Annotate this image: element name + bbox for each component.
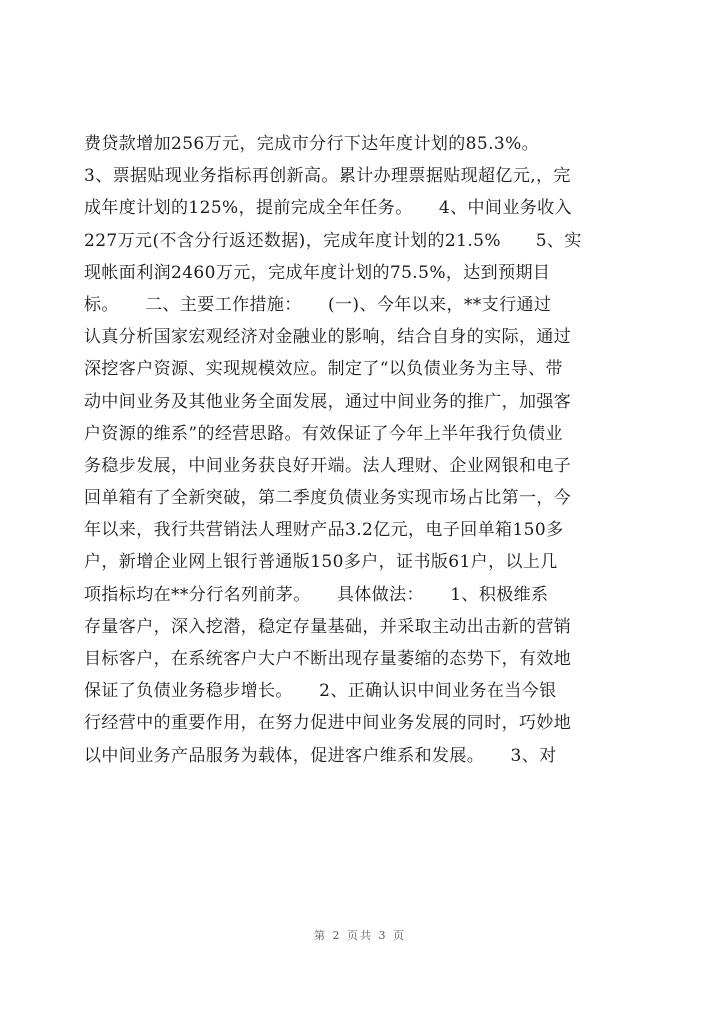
text-line: 户，新增企业网上银行普通版150多户，证书版61户，以上几 [84, 552, 558, 573]
text-line: 回单箱有了全新突破，第二季度负债业务实现市场占比第一，今 [84, 488, 572, 509]
text-line: 动中间业务及其他业务全面发展，通过中间业务的推广，加强客 [84, 391, 572, 412]
text-line: 务稳步发展，中间业务获良好开端。法人理财、企业网银和电子 [84, 455, 572, 476]
text-line: 存量客户，深入挖潜，稳定存量基础，并采取主动出击新的营销 [84, 616, 572, 637]
text-line: 227万元(不含分行返还数据)，完成年度计划的21.5% 5、实 [84, 230, 582, 251]
text-line: 保证了负债业务稳步增长。 2、正确认识中间业务在当今银 [84, 681, 557, 702]
text-line: 行经营中的重要作用，在努力促进中间业务发展的同时，巧妙地 [84, 713, 572, 734]
text-line: 标。 二、主要工作措施： (一)、今年以来，**支行通过 [84, 294, 552, 315]
text-line: 目标客户，在系统客户大户不断出现存量萎缩的态势下，有效地 [84, 649, 572, 669]
text-line: 年以来，我行共营销法人理财产品3.2亿元，电子回单箱150多 [84, 520, 564, 541]
body-text [84, 128, 644, 772]
text-line: 成年度计划的125%，提前完成全年任务。 4、中间业务收入 [84, 198, 572, 219]
text-line: 以中间业务产品服务为载体，促进客户维系和发展。 3、对 [84, 745, 557, 766]
text-line: 项指标均在**分行名列前茅。 具体做法： 1、积极维系 [84, 584, 549, 605]
text-line: 3、票据贴现业务指标再创新高。累计办理票据贴现超亿元,，完 [84, 166, 571, 187]
page-number-footer: 第 2 页共 3 页 [314, 929, 406, 942]
text-line: 深挖客户资源、实现规模效应。制定了“以负债业务为主导、带 [84, 359, 563, 380]
text-line: 现帐面利润2460万元，完成年度计划的75.5%，达到预期目 [84, 262, 551, 283]
text-line: 认真分析国家宏观经济对金融业的影响，结合自身的实际，通过 [84, 327, 572, 348]
text-line: 费贷款增加256万元，完成市分行下达年度计划的85.3%。 [84, 134, 540, 154]
text-line: 户资源的维系”的经营思路。有效保证了今年上半年我行负债业 [84, 423, 563, 444]
